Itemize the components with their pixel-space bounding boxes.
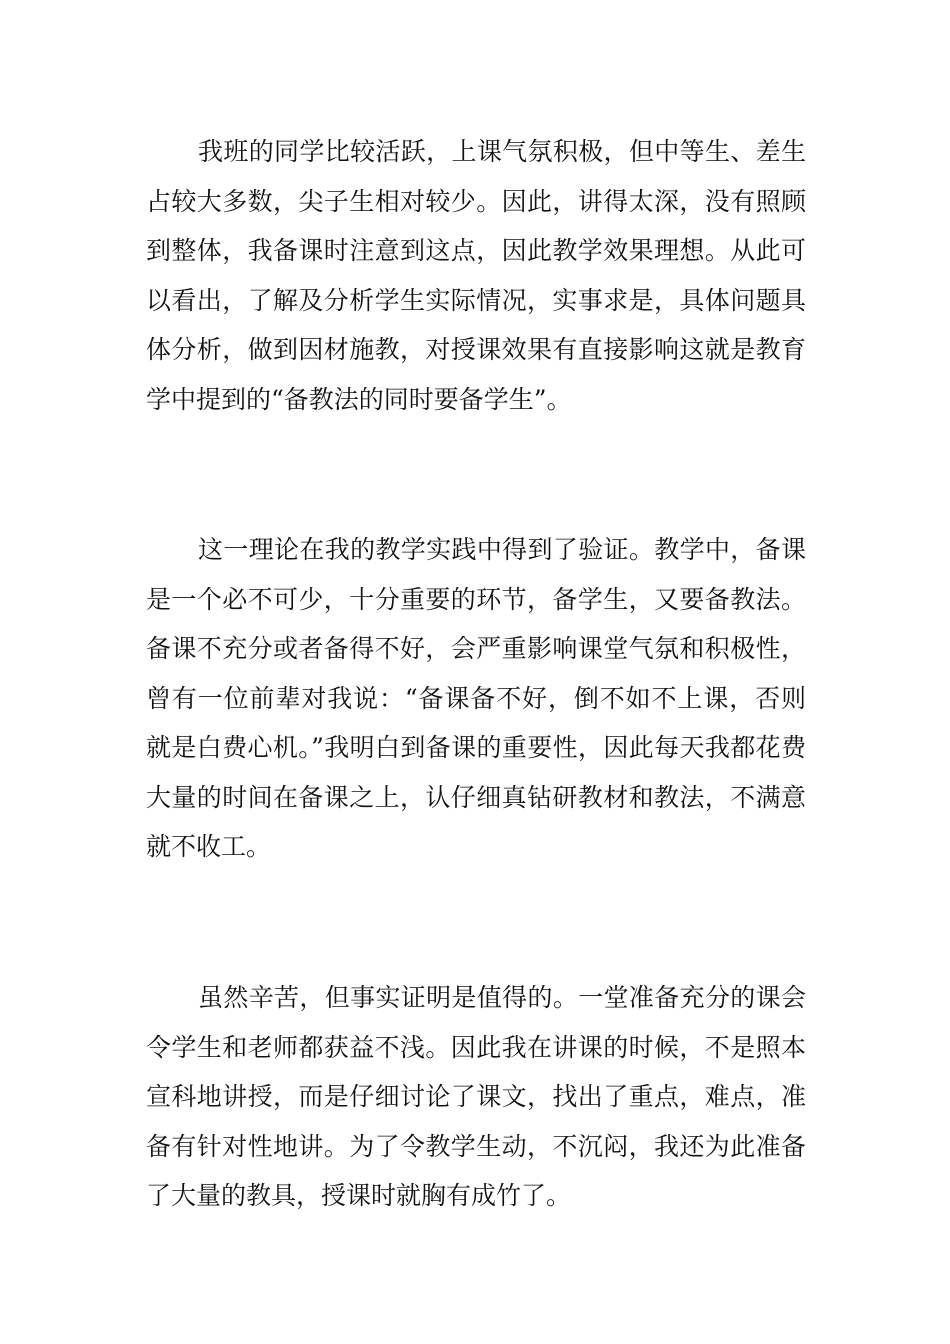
paragraph-1: 我班的同学比较活跃，上课气氛积极，但中等生、差生占较大多数，尖子生相对较少。因此，讲得太深，没有照顾到整体，我备课时注意到这点，因此教学效果理想。从此可以看出，了解及分析学生实际情况，实事求是，具体问题具体分析，做到因材施教，对授课效果有直接影响这就是教育学中提到的“备教法的同时要备学生”。 — [146, 137, 806, 414]
paragraph-3: 虽然辛苦，但事实证明是值得的。一堂准备充分的课会令学生和老师都获益不浅。因此我在讲课的时候，不是照本宣科地讲授，而是仔细讨论了课文，找出了重点，难点，准备有针对性地讲。为了令教学生动，不沉闷，我还为此准备了大量的教具，授课时就胸有成竹了。 — [146, 983, 806, 1210]
paragraph-2: 这一理论在我的教学实践中得到了验证。教学中，备课是一个必不可少，十分重要的环节，备学生，又要备教法。备课不充分或者备得不好，会严重影响课堂气氛和积极性，曾有一位前辈对我说：“备课备不好，倒不如不上课，否则就是白费心机。”我明白到备课的重要性，因此每天我都花费大量的时间在备课之上，认仔细真钻研教材和教法，不满意就不收工。 — [146, 535, 806, 861]
